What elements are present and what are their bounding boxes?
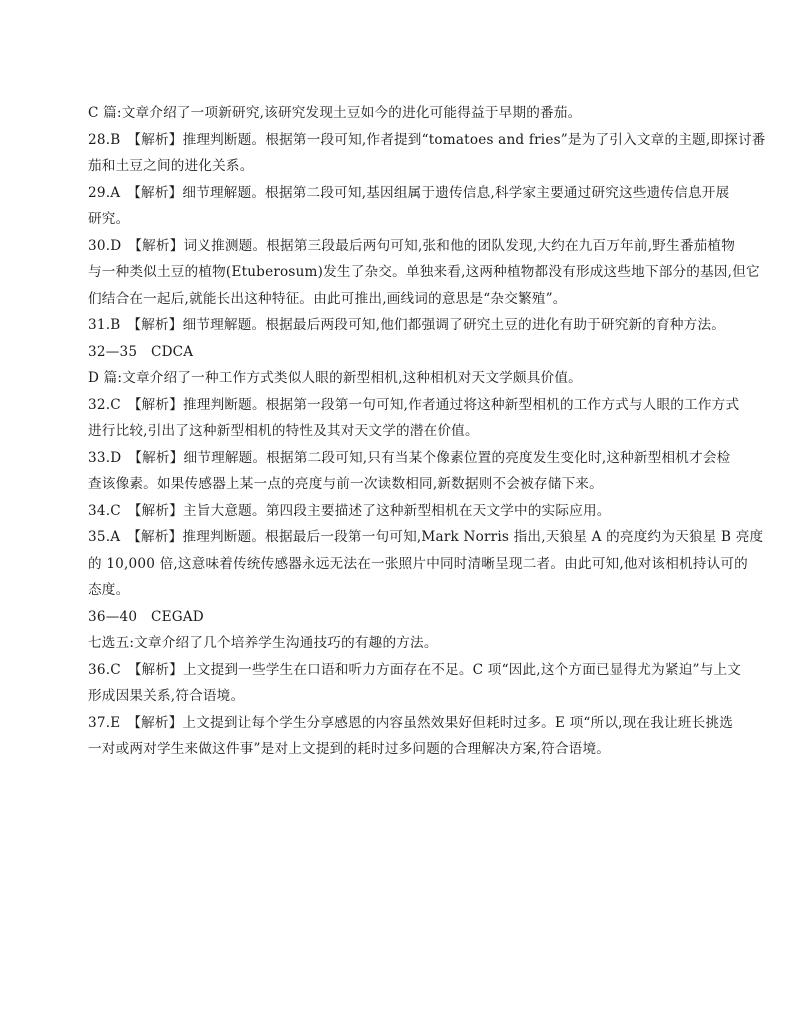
text-line: 与一种类似土豆的植物(Etuberosum)发生了杂交。单独来看,这两种植物都没有形成这些地下部分的基因,但它 (88, 264, 760, 280)
text-line: C 篇:文章介绍了一项新研究,该研究发现土豆如今的进化可能得益于早期的番茄。 (88, 105, 582, 121)
text-line: 36.C 【解析】上文提到一些学生在口语和听力方面存在不足。C 项“因此,这个方面已显得尤为紧迫”与上文 (88, 661, 742, 678)
text-line: 研究。 (88, 211, 130, 227)
answer-explanation-page (88, 100, 766, 763)
text-line: 35.A 【解析】推理判断题。根据最后一段第一句可知,Mark Norris 指出,天狼星 A 的亮度约为天狼星 B 亮度 (88, 529, 764, 545)
text-line: D 篇:文章介绍了一种工作方式类似人眼的新型相机,这种相机对天文学颇具价值。 (88, 370, 582, 386)
text-line: 态度。 (88, 582, 130, 598)
text-line: 进行比较,引出了这种新型相机的特性及其对天文学的潜在价值。 (88, 423, 479, 439)
text-line: 形成因果关系,符合语境。 (88, 688, 245, 704)
text-line: 33.D 【解析】细节理解题。根据第二段可知,只有当某个像素位置的亮度发生变化时,这种新型相机才会检 (88, 449, 731, 466)
text-line: 29.A 【解析】细节理解题。根据第二段可知,基因组属于遗传信息,科学家主要通过研究这些遗传信息开展 (88, 184, 730, 201)
text-line: 34.C 【解析】主旨大意题。第四段主要描述了这种新型相机在天文学中的实际应用。 (88, 502, 611, 519)
text-line: 茄和土豆之间的进化关系。 (88, 158, 254, 174)
text-line: 32.C 【解析】推理判断题。根据第一段第一句可知,作者通过将这种新型相机的工作方式与人眼的工作方式 (88, 396, 740, 413)
text-line: 们结合在一起后,就能长出这种特征。由此可推出,画线词的意思是“杂交繁殖”。 (88, 290, 567, 307)
text-line: 的 10,000 倍,这意味着传统传感器永远无法在一张照片中同时清晰呈现二者。由此可知,他对该相机持认可的 (88, 555, 748, 572)
text-line: 32—35 CDCA (88, 343, 194, 360)
text-line: 查该像素。如果传感器上某一点的亮度与前一次读数相同,新数据则不会被存储下来。 (88, 476, 603, 492)
text-line: 七选五:文章介绍了几个培养学生沟通技巧的有趣的方法。 (88, 635, 438, 651)
text-line: 28.B 【解析】推理判断题。根据第一段可知,作者提到“tomatoes and fries”是为了引入文章的主题,即探讨番 (88, 131, 766, 148)
text-line: 30.D 【解析】词义推测题。根据第三段最后两句可知,张和他的团队发现,大约在九百万年前,野生番茄植物 (88, 237, 736, 254)
text-line: 37.E 【解析】上文提到让每个学生分享感恩的内容虽然效果好但耗时过多。E 项“所以,现在我让班长挑选 (88, 714, 733, 731)
text-line: 36—40 CEGAD (88, 608, 204, 625)
text-line: 31.B 【解析】细节理解题。根据最后两段可知,他们都强调了研究土豆的进化有助于研究新的育种方法。 (88, 317, 726, 333)
text-line: 一对或两对学生来做这件事”是对上文提到的耗时过多问题的合理解决方案,符合语境。 (88, 741, 611, 757)
